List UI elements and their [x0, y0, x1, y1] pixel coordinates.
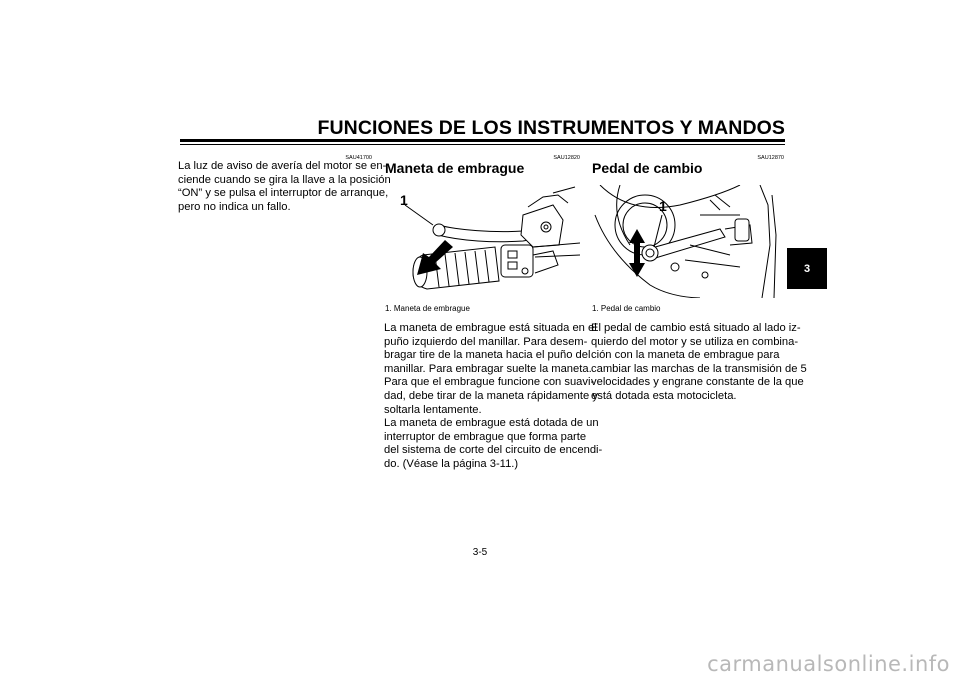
text-line: puño izquierdo del manillar. Para desem-: [384, 335, 588, 348]
text-line: dad, debe tirar de la maneta rápidamente y: [384, 389, 598, 402]
text-line: El pedal de cambio está situado al lado iz-: [591, 322, 801, 334]
text-line: soltarla lentamente.: [384, 403, 482, 416]
text-line: ción con la maneta de embrague para: [591, 349, 780, 362]
col3-paragraph: [591, 322, 807, 404]
text-line: interruptor de embrague que forma parte: [384, 430, 587, 443]
text-line: está dotada esta motocicleta.: [591, 389, 737, 402]
text-line: ciende cuando se gira la llave a la posición: [178, 173, 391, 186]
text-line: bragar tire de la maneta hacia el puño del: [384, 349, 591, 362]
text-line: La maneta de embrague está dotada de un: [384, 417, 599, 430]
chapter-tab: 3: [787, 248, 827, 289]
section-code: SAU12820: [553, 155, 580, 161]
section-heading: Pedal de cambio: [592, 160, 703, 176]
text-line: La luz de aviso de avería del motor se en-: [178, 160, 387, 172]
text-line: Para que el embrague funcione con suavi-: [384, 376, 595, 389]
text-line: velocidades y engrane constante de la que: [591, 376, 804, 389]
text-line: cambiar las marchas de la transmisión de 5: [591, 362, 807, 375]
text-line: pero no indica un fallo.: [178, 200, 291, 213]
section-code: SAU12870: [757, 155, 784, 161]
header-rule: [180, 139, 785, 142]
figure-callout: 1: [659, 198, 667, 214]
text-line: manillar. Para embragar suelte la maneta.: [384, 362, 592, 375]
col1-paragraph: [178, 160, 391, 214]
watermark: carmanualsonline.info: [707, 652, 950, 676]
figure-caption: 1. Pedal de cambio: [592, 304, 661, 313]
text-line: La maneta de embrague está situada en el: [384, 322, 597, 334]
text-line: del sistema de corte del circuito de encendi-: [384, 444, 603, 457]
section-code: SAU41700: [345, 155, 372, 161]
shift-pedal-figure: [590, 185, 787, 298]
shift-pedal-illustration-icon: [590, 185, 787, 298]
header-rule-thin: [180, 144, 785, 145]
text-line: quierdo del motor y se utiliza en combina-: [591, 335, 799, 348]
figure-caption: 1. Maneta de embrague: [385, 304, 470, 313]
text-line: do. (Véase la página 3-11.): [384, 457, 519, 470]
clutch-lever-figure: [383, 185, 580, 298]
clutch-lever-illustration-icon: [383, 185, 580, 298]
section-heading: Maneta de embrague: [385, 160, 525, 176]
figure-callout: 1: [400, 192, 408, 208]
page-number: 3-5: [472, 547, 488, 558]
page-header-title: FUNCIONES DE LOS INSTRUMENTOS Y MANDOS: [317, 117, 785, 139]
text-line: “ON” y se pulsa el interruptor de arranque,: [178, 187, 389, 200]
col2-paragraph: [384, 322, 603, 472]
